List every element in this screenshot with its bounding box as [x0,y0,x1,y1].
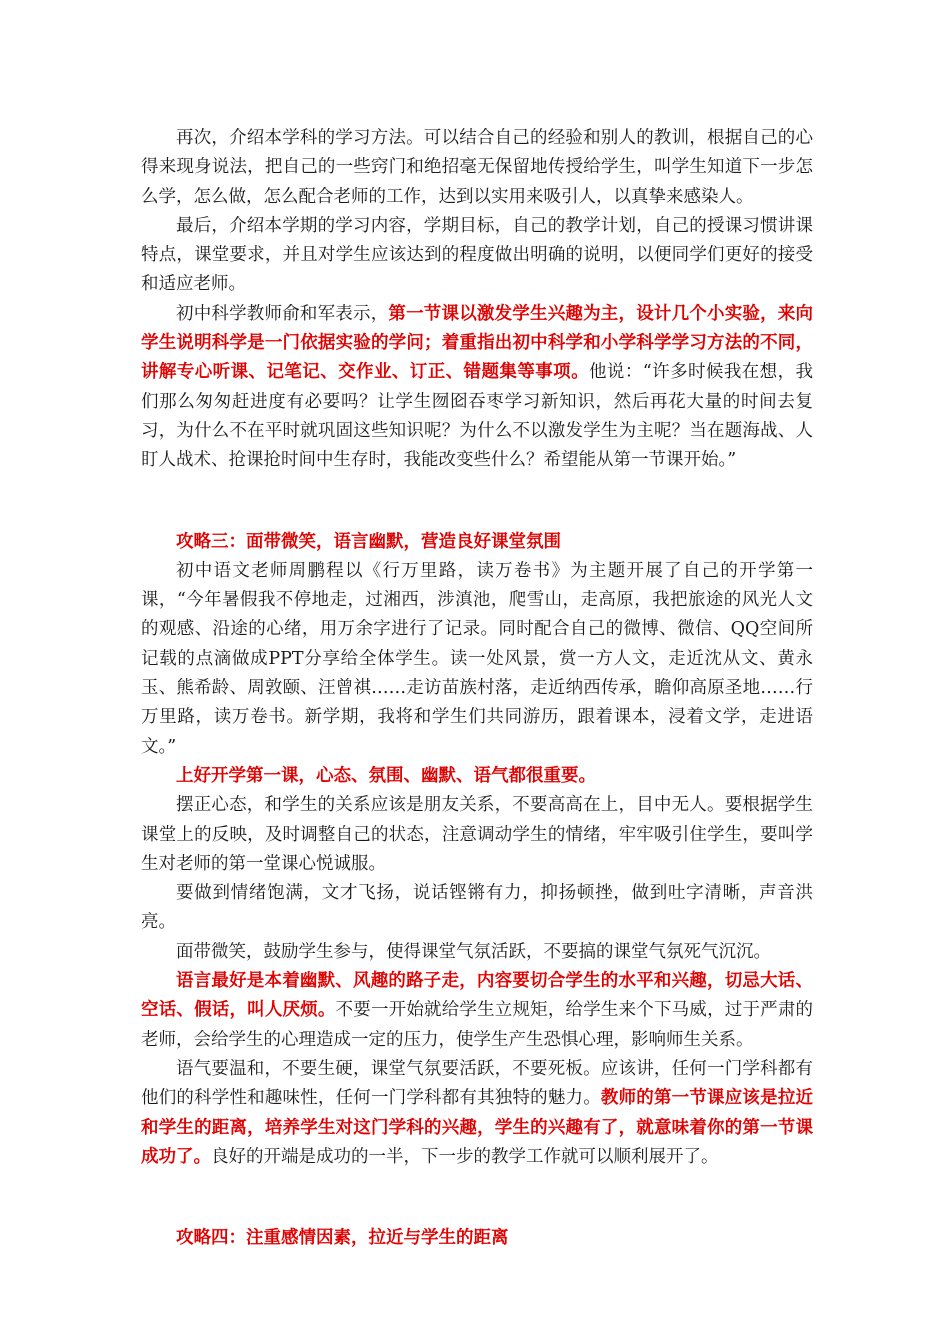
paragraph-language [141,967,813,1055]
spacer [141,1172,813,1224]
paragraph-tone [141,1055,813,1172]
paragraph-text: 初中科学教师俞和军表示， [176,303,389,324]
paragraph-study-method: 再次，介绍本学科的学习方法。可以结合自己的经验和别人的教训，根据自己的心得来现身说法，把自己的一些窍门和绝招毫无保留地传授给学生，叫学生知道下一步怎么学，怎么做，怎么配合老师的工作，达到以实用来吸引人，以真挚来感染人。 [141,128,813,207]
spacer [141,476,813,528]
paragraph-mindset: 摆正心态，和学生的关系应该是朋友关系，不要高高在上，目中无人。要根据学生课堂上的反映，及时调整自己的状态，注意调动学生的情绪，牢牢吸引住学生，要叫学生对老师的第一堂课心悦诚服。 [141,795,813,874]
paragraph-smile: 面带微笑，鼓励学生参与，使得课堂气氛活跃，不要搞的课堂气氛死气沉沉。 [176,941,771,962]
paragraph-text: 他说：“许多时候我在想，我们那么匆匆赶进度有必要吗？让学生囫囵吞枣学习新知识，然后再花大量的时间去复习，为什么不在平时就巩固这些知识呢？为什么不以激发学生为主呢？当在题海战、人盯人战术、抢课抢时间中生存时，我能改变些什么？希望能从第一节课开始。” [141,362,814,471]
highlight-text: 语言最好是本着幽默、风趣的路子走，内容要切合学生的水平和兴趣，切忌大话、空话、假话，叫人厌烦。 [141,971,813,1021]
paragraph-science-teacher [141,300,813,476]
section-heading-strategy-4: 攻略四：注重感情因素，拉近与学生的距离 [176,1228,509,1249]
paragraph-chinese-teacher: 初中语文老师周鹏程以《行万里路，读万卷书》为主题开展了自己的开学第一课，“今年暑假我不停地走，过湘西，涉滇池，爬雪山，走高原，我把旅途的风光人文的观感、沿途的心绪，用万余字进行了记录。同时配合自己的微博、微信、QQ空间所记载的点滴做成PPT分享给全体学生。读一处风景，赏一方人文，走近沈从文、黄永玉、熊希龄、周敦颐、汪曾祺……走访苗族村落，走近纳西传承，瞻仰高原圣地……行万里路，读万卷书。新学期，我将和学生们共同游历，跟着课本，浸着文学，走进语文。” [141,560,813,757]
paragraph-text: 良好的开端是成功的一半，下一步的教学工作就可以顺利展开了。 [211,1146,719,1167]
paragraph-text: 不要一开始就给学生立规矩，给学生来个下马威，过于严肃的老师，会给学生的心理造成一定的压力，使学生产生恐惧心理，影响师生关系。 [141,1000,814,1050]
highlight-text: 第一节课以激发学生兴趣为主，设计几个小实验，来向学生说明科学是一门依据实验的学问；着重指出初中科学和小学科学学习方法的不同，讲解专心听课、记笔记、交作业、订正、错题集等事项。 [141,303,814,383]
section-heading-strategy-3: 攻略三：面带微笑，语言幽默，营造良好课堂氛围 [176,531,561,552]
highlight-text: 教师的第一节课应该是拉近和学生的距离，培养学生对这门学科的兴趣，学生的兴趣有了，就意味着你的第一节课成功了。 [141,1088,814,1167]
document-body [141,124,813,1253]
paragraph-emotion: 要做到情绪饱满，文才飞扬，说话铿锵有力，抑扬顿挫，做到吐字清晰，声音洪亮。 [141,883,813,933]
paragraph-semester-content: 最后，介绍本学期的学习内容，学期目标，自己的教学计划，自己的授课习惯讲课特点，课堂要求，并且对学生应该达到的程度做出明确的说明，以便同学们更好的接受和适应老师。 [141,215,813,295]
paragraph-text: 语气要温和，不要生硬，课堂气氛要活跃，不要死板。应该讲，任何一门学科都有他们的科学性和趣味性，任何一门学科都有其独特的魅力。 [141,1058,813,1109]
highlight-first-lesson: 上好开学第一课，心态、氛围、幽默、语气都很重要。 [176,765,596,786]
